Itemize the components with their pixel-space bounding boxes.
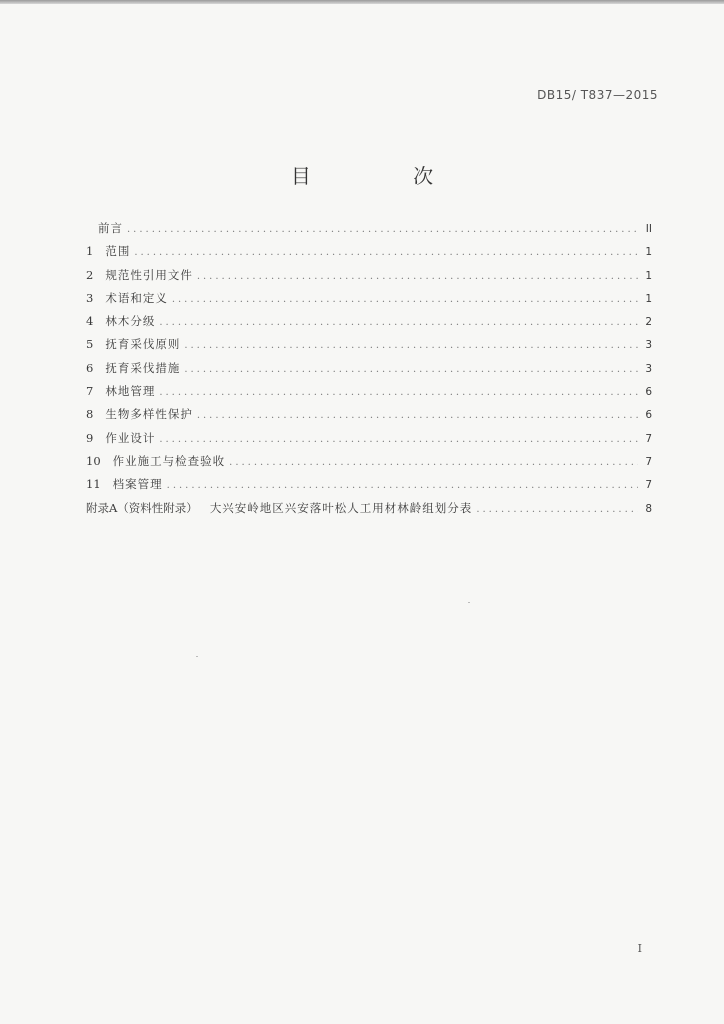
- page-title: 目 次: [290, 164, 482, 188]
- toc-entry-normative-references[interactable]: [86, 267, 652, 290]
- dot-leader: [197, 410, 638, 421]
- toc-entry-number: 4: [86, 314, 94, 329]
- toc-entry-page: 6: [645, 386, 652, 399]
- toc-entry-page: II: [645, 223, 652, 235]
- toc-entry-page: 1: [645, 246, 652, 259]
- toc-entry-title: 术语和定义: [105, 290, 168, 305]
- toc-entry-title: 规范性引用文件: [105, 267, 193, 282]
- toc-entry-scope[interactable]: [86, 243, 652, 266]
- toc-entry-title: 林地管理: [105, 384, 156, 399]
- toc-entry-number: 3: [86, 290, 94, 305]
- dot-leader: [159, 317, 638, 328]
- toc-entry-tree-classification[interactable]: [86, 313, 652, 336]
- toc-entry-number: 10: [86, 453, 101, 468]
- page-number: I: [637, 942, 642, 955]
- toc-entry-number: 9: [86, 430, 94, 445]
- dot-leader: [134, 247, 638, 258]
- toc-entry-page: 1: [645, 269, 652, 282]
- toc-entry-thinning-measures[interactable]: [86, 360, 652, 383]
- toc-entry-page: 7: [645, 479, 652, 492]
- dot-leader: [229, 457, 638, 468]
- scan-top-edge: [0, 0, 724, 4]
- toc-entry-number: 6: [86, 360, 94, 375]
- dot-leader: [184, 340, 638, 351]
- dot-leader: [172, 294, 638, 305]
- toc-entry-biodiversity[interactable]: [86, 406, 652, 429]
- toc-entry-number: 5: [86, 337, 94, 352]
- dot-leader: [476, 504, 638, 515]
- dot-leader: [167, 480, 638, 491]
- table-of-contents: [86, 220, 652, 523]
- toc-entry-title: 作业施工与检查验收: [112, 453, 226, 468]
- toc-entry-title: 范围: [105, 244, 131, 259]
- toc-entry-number: 2: [86, 267, 94, 282]
- toc-entry-thinning-principles[interactable]: [86, 336, 652, 359]
- toc-entry-title: 大兴安岭地区兴安落叶松人工用材林龄组划分表: [209, 500, 473, 515]
- toc-entry-title: 抚育采伐原则: [105, 337, 181, 352]
- toc-entry-terms-definitions[interactable]: [86, 290, 652, 313]
- dot-leader: [159, 434, 638, 445]
- toc-entry-appendix-a[interactable]: [86, 500, 652, 523]
- toc-entry-number: 附录A（资料性附录）: [86, 500, 198, 515]
- toc-entry-page: 7: [645, 455, 652, 468]
- document-code: DB15/ T837—2015: [537, 88, 658, 102]
- toc-entry-title: 前言: [98, 221, 123, 235]
- toc-entry-title: 档案管理: [112, 477, 163, 492]
- toc-entry-archive-management[interactable]: [86, 476, 652, 499]
- toc-entry-page: 3: [645, 339, 652, 352]
- toc-entry-number: 1: [86, 244, 94, 259]
- toc-entry-page: 8: [645, 502, 652, 515]
- dot-leader: [184, 364, 638, 375]
- toc-entry-page: 1: [645, 292, 652, 305]
- dot-leader: [127, 224, 638, 235]
- toc-entry-page: 2: [645, 316, 652, 329]
- toc-entry-page: 6: [645, 409, 652, 422]
- dot-leader: [197, 271, 638, 282]
- scan-speck: [468, 602, 470, 603]
- toc-entry-page: 7: [645, 432, 652, 445]
- dot-leader: [159, 387, 638, 398]
- toc-entry-construction-inspection[interactable]: [86, 453, 652, 476]
- toc-entry-preface[interactable]: [86, 220, 652, 243]
- toc-entry-title: 林木分级: [105, 314, 156, 329]
- scan-speck: [196, 656, 198, 657]
- toc-entry-page: 3: [645, 362, 652, 375]
- toc-entry-title: 生物多样性保护: [105, 407, 193, 422]
- toc-entry-number: 8: [86, 407, 94, 422]
- toc-entry-operation-design[interactable]: [86, 430, 652, 453]
- toc-entry-title: 作业设计: [105, 430, 156, 445]
- toc-entry-number: 7: [86, 384, 94, 399]
- toc-entry-title: 抚育采伐措施: [105, 360, 181, 375]
- toc-entry-number: 11: [86, 477, 101, 492]
- toc-entry-forest-land-management[interactable]: [86, 383, 652, 406]
